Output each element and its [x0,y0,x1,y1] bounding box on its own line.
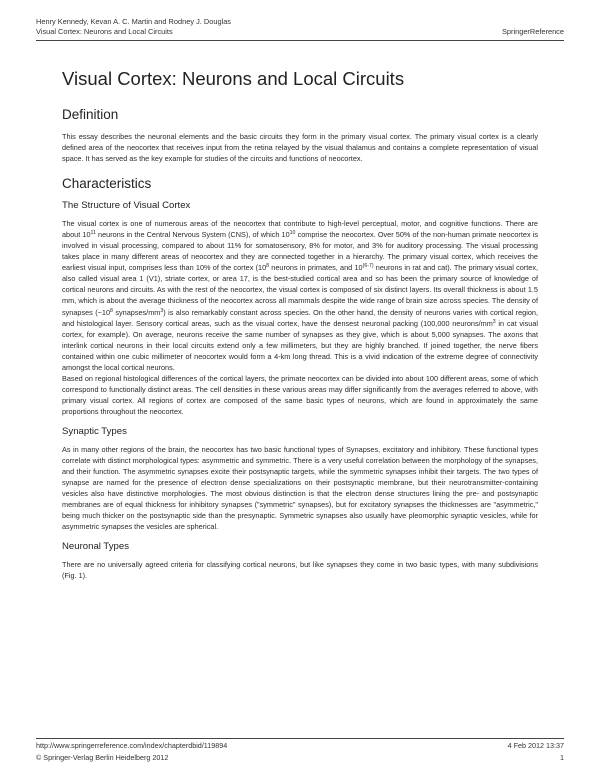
header-publisher: SpringerReference [501,27,564,36]
structure-paragraph-2: Based on regional histological differences of the cortical layers, the primate neocortex can be divided into about 100 different areas, some of which correspond to functionally distinct areas. The cell densities in these various areas may differ significantly from the averages referred to above, with primary visual cortex. All regions of cortex are composed of the same basic types of neurons, which are found in approximately the same proportions throughout the neocortex. [62,373,538,416]
footer-divider [36,738,564,739]
footer-copyright: © Springer-Verlag Berlin Heidelberg 2012 [36,753,169,762]
header-row [36,27,564,37]
neuronal-types-paragraph: There are no universally agreed criteria for classifying cortical neurons, but like synapses they come in two basic types, with many subdivisions (Fig. 1). [62,560,538,581]
footer-url[interactable]: http://www.springerreference.com/index/chapterdbid/119894 [36,741,228,750]
page-title: Visual Cortex: Neurons and Local Circuits [62,68,405,89]
synaptic-types-subheading: Synaptic Types [62,425,127,437]
structure-paragraph-1: The visual cortex is one of numerous areas of the neocortex that contribute to high-level perceptual, motor, and cognitive functions. There are about $10^{11}$ neurons in the Central Nervous System (CNS), of which $10^{10}$ comprise the neocortex. Over 50% of the non-human primate neocortex is involved in visual processing, compared to about 11% for somatosensory, 8% for motor, and 3% for auditory processing. The visual processing takes place in many different areas of neocortex and they are connected together in a hierarchy. The primary visual cortex, which receives the earliest visual input, comprises less than 10% of the cortex ($10^8$ neurons in primates, and 10$^{(6-7)}$ neurons in rat and cat). The primary visual cortex, also called visual area 1 (V1), striate cortex, or area 17, is the best-studied cortical area and so has been the primary source of knowledge of cortical neurons and circuits. As with the rest of the neocortex, the visual cortex is composed of six distinct layers. Its overall thickness is about 1.5 mm, which is about the average thickness of the neocortex across all mammals despite the wide range of brain size across species. The density of synapses ($\sim 10^8$ synapses/$mm^3$) is also remarkably constant across species. On the other hand, the density of neurons varies with cortical region, and histological layer. Sensory cortical areas, such as the visual cortex, have the densest neuronal packing (100,000 neurons/$mm^3$ in cat visual cortex, for example). On average, neurons receive the same number of synapses as they give, which is about 5,000 synapses. The axons that interlink cortical neurons in their local circuits extend only a few millimeters, but they are highly branched. If joined together, the nerve fibers contained within one cubic millimeter of neocortex would form a 4-km long thread. This is a vivid indication of the extreme degree of connectivity amongst the local cortical neurons. [62,219,539,372]
characteristics-heading: Characteristics [62,176,152,192]
header-running-title: Visual Cortex: Neurons and Local Circuits [36,27,173,36]
article-body [62,68,538,581]
footer-row-2 [36,753,564,763]
footer-datetime: 4 Feb 2012 13:37 [507,741,564,750]
synaptic-types-paragraph: As in many other regions of the brain, the neocortex has two basic functional types of Synapses, excitatory and inhibitory. These functional types correlate with distinct morphological types: asymmetric and symmetric. There is a very useful correlation between the morphology of the synapses, and their function. The asymmetric synapses excite their postsynaptic targets, while the symmetric synapses inhibit their targets. The two types of synapse are named for the presence of electron dense specializations on their postsynaptic membrane, but their neurotransmitter-containing vesicles also have distinctive morphologies. The most obvious distinction is that the electron dense structures lining the pre- and postsynaptic membranes are of equal thickness for inhibitory synapses ("symmetric" synapses), but for excitatory synapses the thicknesses are "asymmetric," being much thicker on the postsynaptic side than the presynaptic. Symmetric synapses also usually have pleomorphic synaptic vesicles, while for asymmetric synapses the vesicles are spherical. [62,444,538,532]
header-authors: Henry Kennedy, Kevan A. C. Martin and Rodney J. Douglas [36,17,231,26]
definition-paragraph: This essay describes the neuronal elements and the basic circuits they form in the primary visual cortex. The primary visual cortex is a clearly defined area of the neocortex that receives input from the retina relayed by the visual thalamus and contains a complete representation of visual space. It has served as the key example for studies of the circuits and functions of neocortex. [62,132,538,164]
neuronal-types-subheading: Neuronal Types [62,541,130,553]
footer-row-1 [36,741,564,751]
definition-heading: Definition [62,107,119,122]
header-divider [36,40,564,41]
structure-subheading: The Structure of Visual Cortex [62,200,191,212]
page-number: 1 [560,753,564,762]
